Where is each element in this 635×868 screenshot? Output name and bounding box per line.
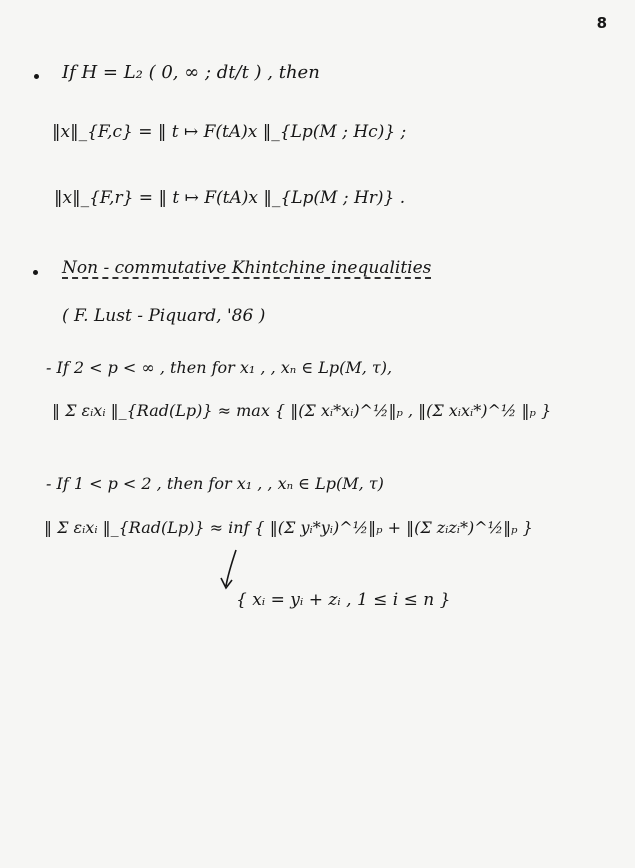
section-title: Non - commutative Khintchine inequalities <box>62 258 432 278</box>
page-number: 8 <box>596 14 607 32</box>
line-citation: ( F. Lust - Piquard, '86 ) <box>62 306 266 326</box>
line-case2-formula: ‖ Σ εᵢxᵢ ‖_{Rad(Lp)} ≈ inf { ‖(Σ yᵢ*yᵢ)^½‖ₚ + ‖(Σ zᵢzᵢ*)^½‖ₚ } <box>44 518 533 537</box>
line-case1-condition: - If 2 < p < ∞ , then for x₁ , , xₙ ∈ Lp(M, τ), <box>46 358 393 377</box>
line-case1-formula: ‖ Σ εᵢxᵢ ‖_{Rad(Lp)} ≈ max { ‖(Σ xᵢ*xᵢ)^½‖ₚ , ‖(Σ xᵢxᵢ*)^½ ‖ₚ } <box>52 401 552 420</box>
bullet-1 <box>34 74 39 79</box>
bullet-2 <box>33 270 38 275</box>
line-if-h-def: If H = L₂ ( 0, ∞ ; dt/t ) , then <box>62 62 320 83</box>
line-norm-fc: ‖x‖_{F,c} = ‖ t ↦ F(tA)x ‖_{Lp(M ; Hc)} ; <box>52 122 407 142</box>
line-case2-condition: - If 1 < p < 2 , then for x₁ , , xₙ ∈ Lp(M, τ) <box>46 474 384 493</box>
line-decomposition: { xᵢ = yᵢ + zᵢ , 1 ≤ i ≤ n } <box>236 590 451 610</box>
down-arrow-icon <box>218 548 248 592</box>
line-norm-fr: ‖x‖_{F,r} = ‖ t ↦ F(tA)x ‖_{Lp(M ; Hr)} . <box>54 188 406 208</box>
